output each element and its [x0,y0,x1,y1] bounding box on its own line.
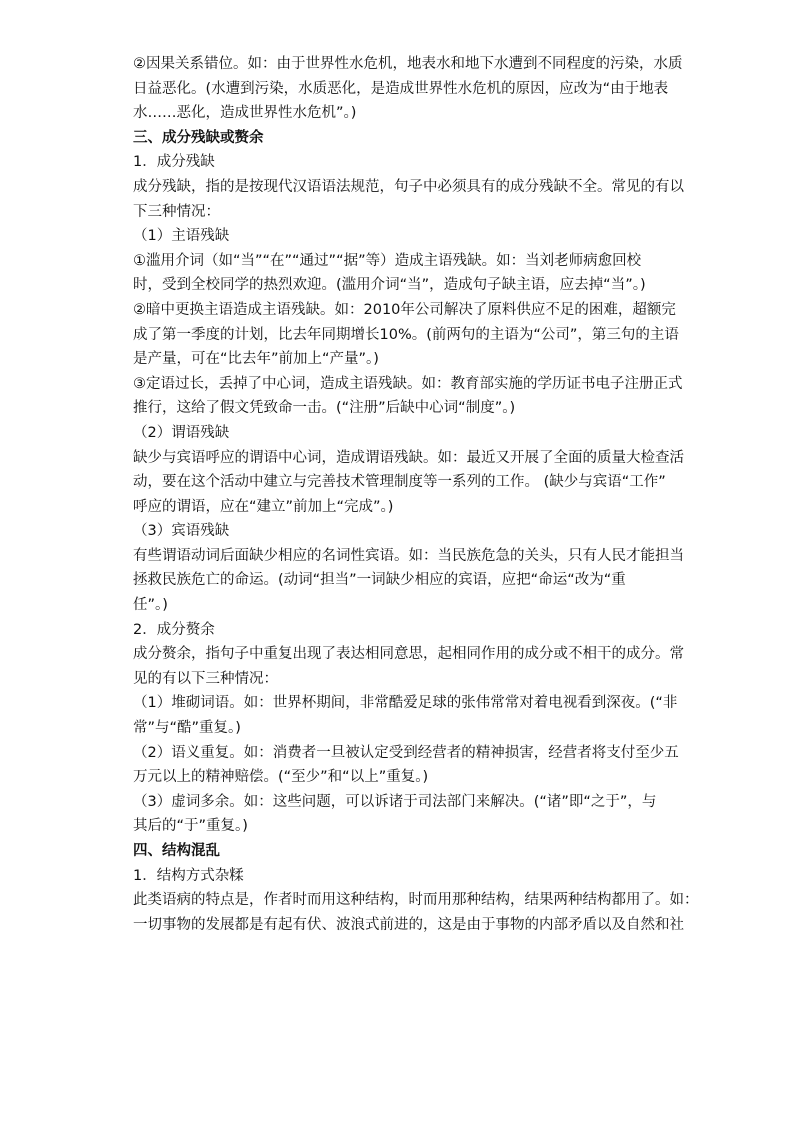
paragraph-line: 呼应的谓语，应在“建立”前加上“完成”。) [133,498,394,515]
paragraph-line: ②暗中更换主语造成主语残缺。如：2010年公司解决了原料供应不足的困难，超额完 [133,301,676,318]
paragraph-line: 一切事物的发展都是有起有伏、波浪式前进的，这是由于事物的内部矛盾以及自然和社 [133,916,684,933]
paragraph-line: 水……恶化，造成世界性水危机”。) [133,105,357,122]
section-heading: 三、成分残缺或赘余 [133,129,264,146]
paragraph-line: 日益恶化。(水遭到污染，水质恶化，是造成世界性水危机的原因，应改为“由于地表 [133,80,669,97]
paragraph-line: 推行，这给了假文凭致命一击。(“注册”后缺中心词“制度”。) [133,400,516,417]
paragraph-line: ①滥用介词（如“当”“在”“通过”“据”等）造成主语残缺。如：当刘老师病愈回校 [133,252,642,269]
paragraph-line: 万元以上的精神赔偿。(“至少”和“以上”重复。) [133,769,429,786]
paragraph-line: 此类语病的特点是，作者时而用这种结构，时而用那种结构，结果两种结构都用了。如： [133,892,699,909]
paragraph-line: 时，受到全校同学的热烈欢迎。(滥用介词“当”，造成句子缺主语，应去掉“当”。) [133,277,646,294]
paragraph-line: 成分残缺，指的是按现代汉语语法规范，句子中必须具有的成分残缺不全。常见的有以 [133,178,684,195]
item-heading: （3）宾语残缺 [133,523,230,540]
paragraph-line: 是产量，可在“比去年”前加上“产量”。) [133,351,379,368]
paragraph-line: 任”。) [133,597,168,614]
paragraph-line: 缺少与宾语呼应的谓语中心词，造成谓语残缺。如：最近又开展了全面的质量大检查活 [133,449,684,466]
paragraph-line: （3）虚词多余。如：这些问题，可以诉诸于司法部门来解决。(“诸”即“之于”，与 [133,793,657,810]
paragraph-line: 有些谓语动词后面缺少相应的名词性宾语。如：当民族危急的关头，只有人民才能担当 [133,547,684,564]
subsection-heading: 2．成分赘余 [133,621,215,638]
paragraph-line: 见的有以下三种情况： [133,670,278,687]
subsection-heading: 1．结构方式杂糅 [133,867,244,884]
paragraph-line: 拯救民族危亡的命运。(动词“担当”一词缺少相应的宾语，应把“命运“改为“重 [133,572,626,589]
paragraph-line: 下三种情况： [133,203,220,220]
document-page [133,52,699,937]
section-heading: 四、结构混乱 [133,843,220,859]
paragraph-line: ②因果关系错位。如：由于世界性水危机，地表水和地下水遭到不同程度的污染，水质 [133,56,683,72]
paragraph-line: 动，要在这个活动中建立与完善技术管理制度等一系列的工作。 (缺少与宾语“工作” [133,474,666,491]
paragraph-line: 成分赘余，指句子中重复出现了表达相同意思，起相同作用的成分或不相干的成分。常 [133,646,684,663]
paragraph-line: （2）语义重复。如：消费者一旦被认定受到经营者的精神损害，经营者将支付至少五 [133,744,679,761]
item-heading: （1）主语残缺 [133,228,230,245]
subsection-heading: 1．成分残缺 [133,154,215,171]
item-heading: （2）谓语残缺 [133,424,230,441]
paragraph-line: （1）堆砌词语。如：世界杯期间，非常酷爱足球的张伟常常对着电视看到深夜。(“非 [133,695,678,712]
paragraph-line: 其后的“于”重复。) [133,818,248,835]
paragraph-line: 成了第一季度的计划，比去年同期增长10%。(前两句的主语为“公司”，第三句的主语 [133,326,679,343]
paragraph-line: 常”与“酷”重复。) [133,720,241,737]
paragraph-line: ③定语过长，丢掉了中心词，造成主语残缺。如：教育部实施的学历证书电子注册正式 [133,375,683,392]
